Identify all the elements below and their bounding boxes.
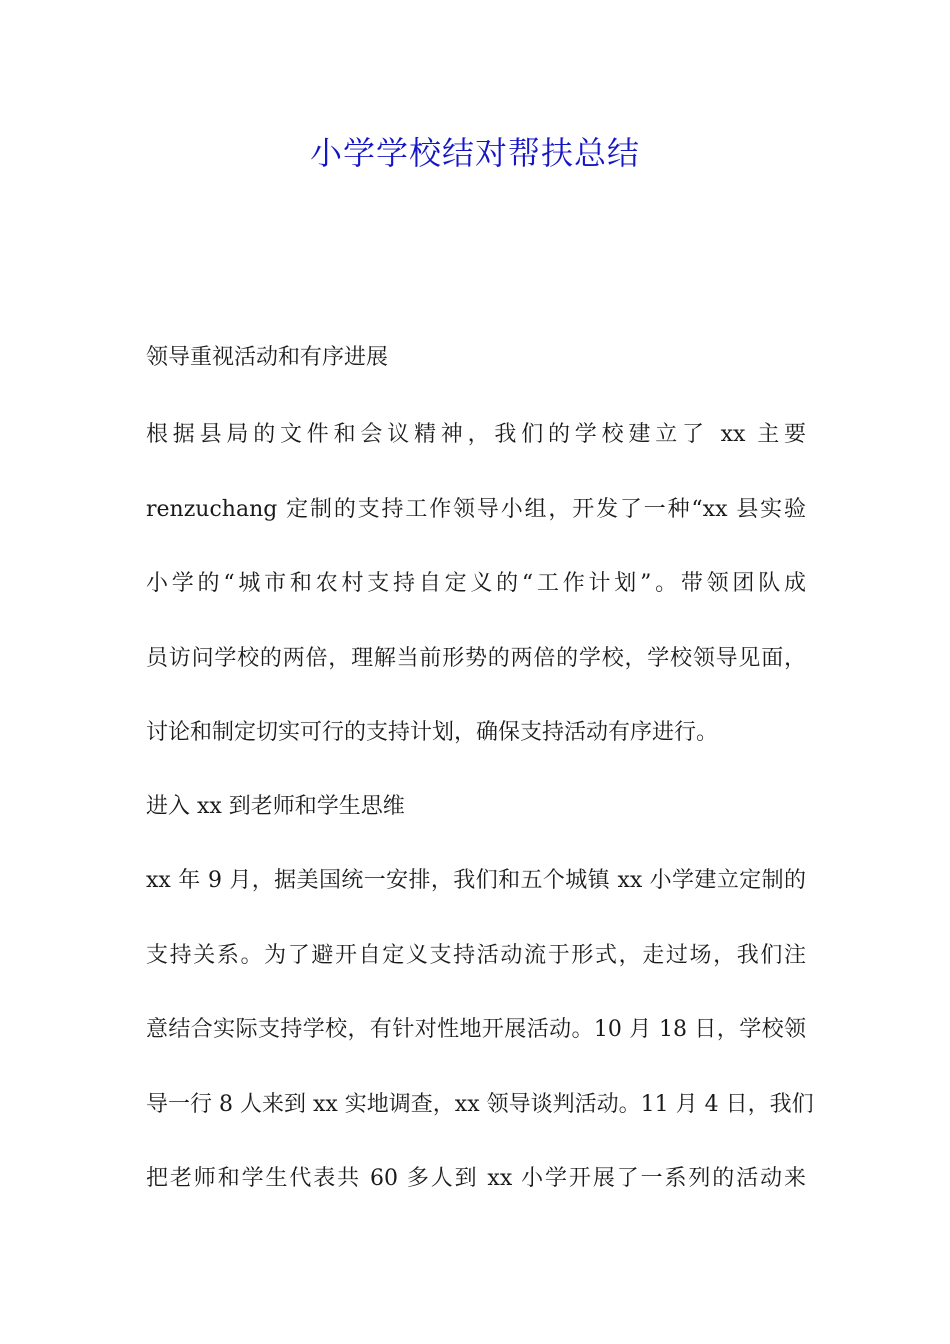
section-heading: 领导重视活动和有序进展 bbox=[146, 345, 389, 370]
paragraph-line: 员访问学校的两倍，理解当前形势的两倍的学校，学校领导见面， bbox=[146, 646, 806, 671]
paragraph-line: renzuchang 定制的支持工作领导小组，开发了一种“xx 县实验 bbox=[146, 497, 806, 522]
document-title: 小学学校结对帮扶总结 bbox=[309, 134, 640, 172]
section-heading: 进入 xx 到老师和学生思维 bbox=[146, 794, 405, 819]
paragraph-line: 把老师和学生代表共 60 多人到 xx 小学开展了一系列的活动来 bbox=[146, 1166, 806, 1191]
paragraph-line: 支持关系。为了避开自定义支持活动流于形式，走过场，我们注 bbox=[146, 943, 806, 968]
paragraph-line: 导一行 8 人来到 xx 实地调查，xx 领导谈判活动。11 月 4 日，我们 bbox=[146, 1092, 814, 1117]
paragraph-line: 小学的“城市和农村支持自定义的“工作计划”。带领团队成 bbox=[146, 571, 806, 596]
paragraph-line: 根据县局的文件和会议精神，我们的学校建立了 xx 主要 bbox=[146, 422, 806, 447]
paragraph-line: 讨论和制定切实可行的支持计划，确保支持活动有序进行。 bbox=[146, 720, 719, 745]
paragraph-line: 意结合实际支持学校，有针对性地开展活动。10 月 18 日，学校领 bbox=[146, 1017, 806, 1042]
paragraph-line: xx 年 9 月，据美国统一安排，我们和五个城镇 xx 小学建立定制的 bbox=[146, 868, 806, 893]
